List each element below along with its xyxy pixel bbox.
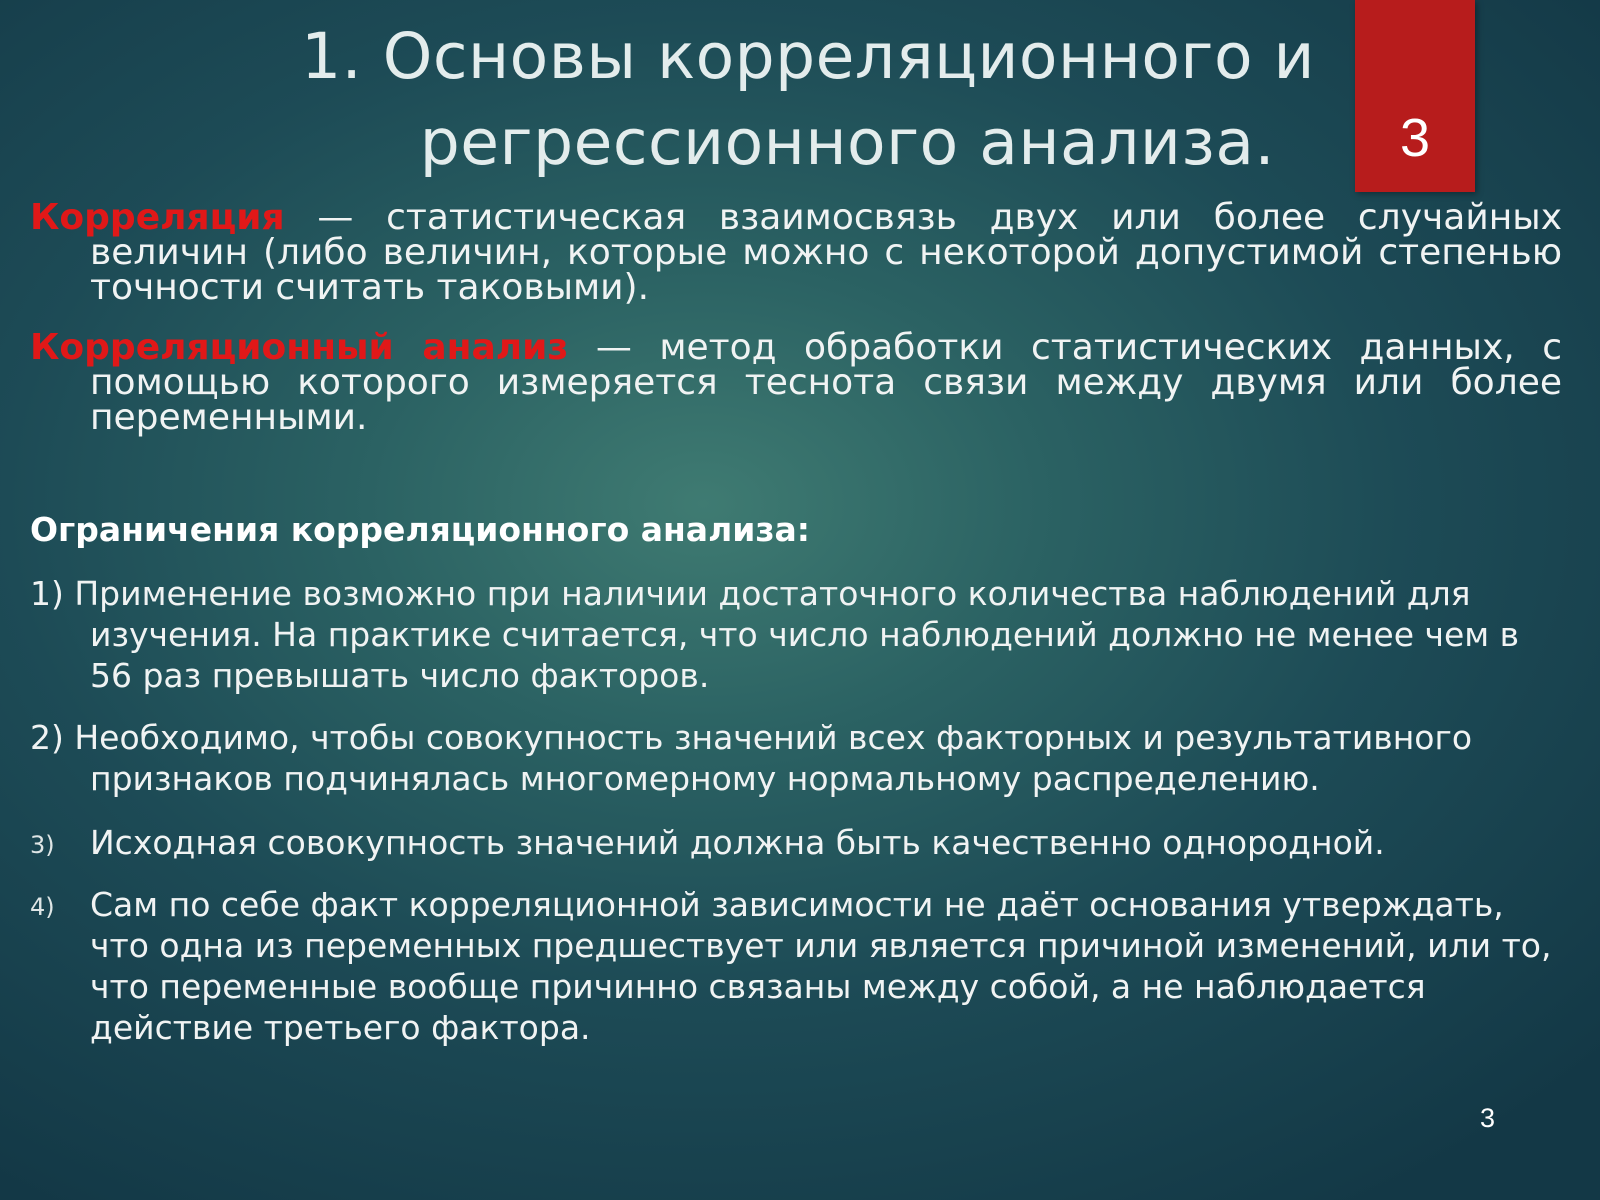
slide-title [180, 14, 1315, 186]
slide-number-tab [1355, 0, 1475, 192]
limitation-item [30, 573, 1570, 696]
definition-correlation [30, 197, 1562, 308]
limitation-text: Исходная совокупность значений должна быть качественно однородной. [90, 823, 1385, 862]
definition-text: — статистическая взаимосвязь двух или более случайных величин (либо величин, которые можно с некоторой допустимой степенью точности считать таковыми). [90, 197, 1562, 308]
limitation-item [30, 717, 1570, 799]
limitation-item [30, 822, 1570, 863]
limitation-number: 2) [30, 718, 64, 757]
title-line-2: регрессионного анализа. [419, 106, 1275, 179]
slide-number-tab-label: 3 [1399, 108, 1431, 168]
definition-correlation-analysis [30, 327, 1563, 438]
limitation-item [30, 884, 1570, 1048]
limitation-number: 3) [30, 831, 55, 859]
definition-term: Корреляция [30, 197, 285, 238]
definition-term: Корреляционный анализ [30, 327, 569, 368]
page-number: 3 [1480, 1103, 1496, 1133]
limitation-text: Сам по себе факт корреляционной зависимости не даёт основания утверждать, что одна из переменных предшествует или является причиной изменений, или то, что переменные вообще причинно связаны между собой, а не наблюдается действие третьего фактора. [90, 885, 1552, 1047]
limitation-number: 1) [30, 574, 64, 613]
limitation-number: 4) [30, 893, 55, 921]
limitations-heading: Ограничения корреляционного анализа: [30, 510, 810, 549]
limitation-text: Необходимо, чтобы совокупность значений всех факторных и результативного признаков подчинялась многомерному нормальному распределению. [63, 718, 1473, 798]
title-line-1: 1. Основы корреляционного и [301, 20, 1315, 93]
limitation-text: Применение возможно при наличии достаточного количества наблюдений для изучения. На практике считается, что число наблюдений должно не менее чем в 56 раз превышать число факторов. [63, 574, 1520, 695]
definition-text: — метод обработки статистических данных, с помощью которого измеряется теснота связи между двумя или более переменными. [90, 327, 1563, 438]
